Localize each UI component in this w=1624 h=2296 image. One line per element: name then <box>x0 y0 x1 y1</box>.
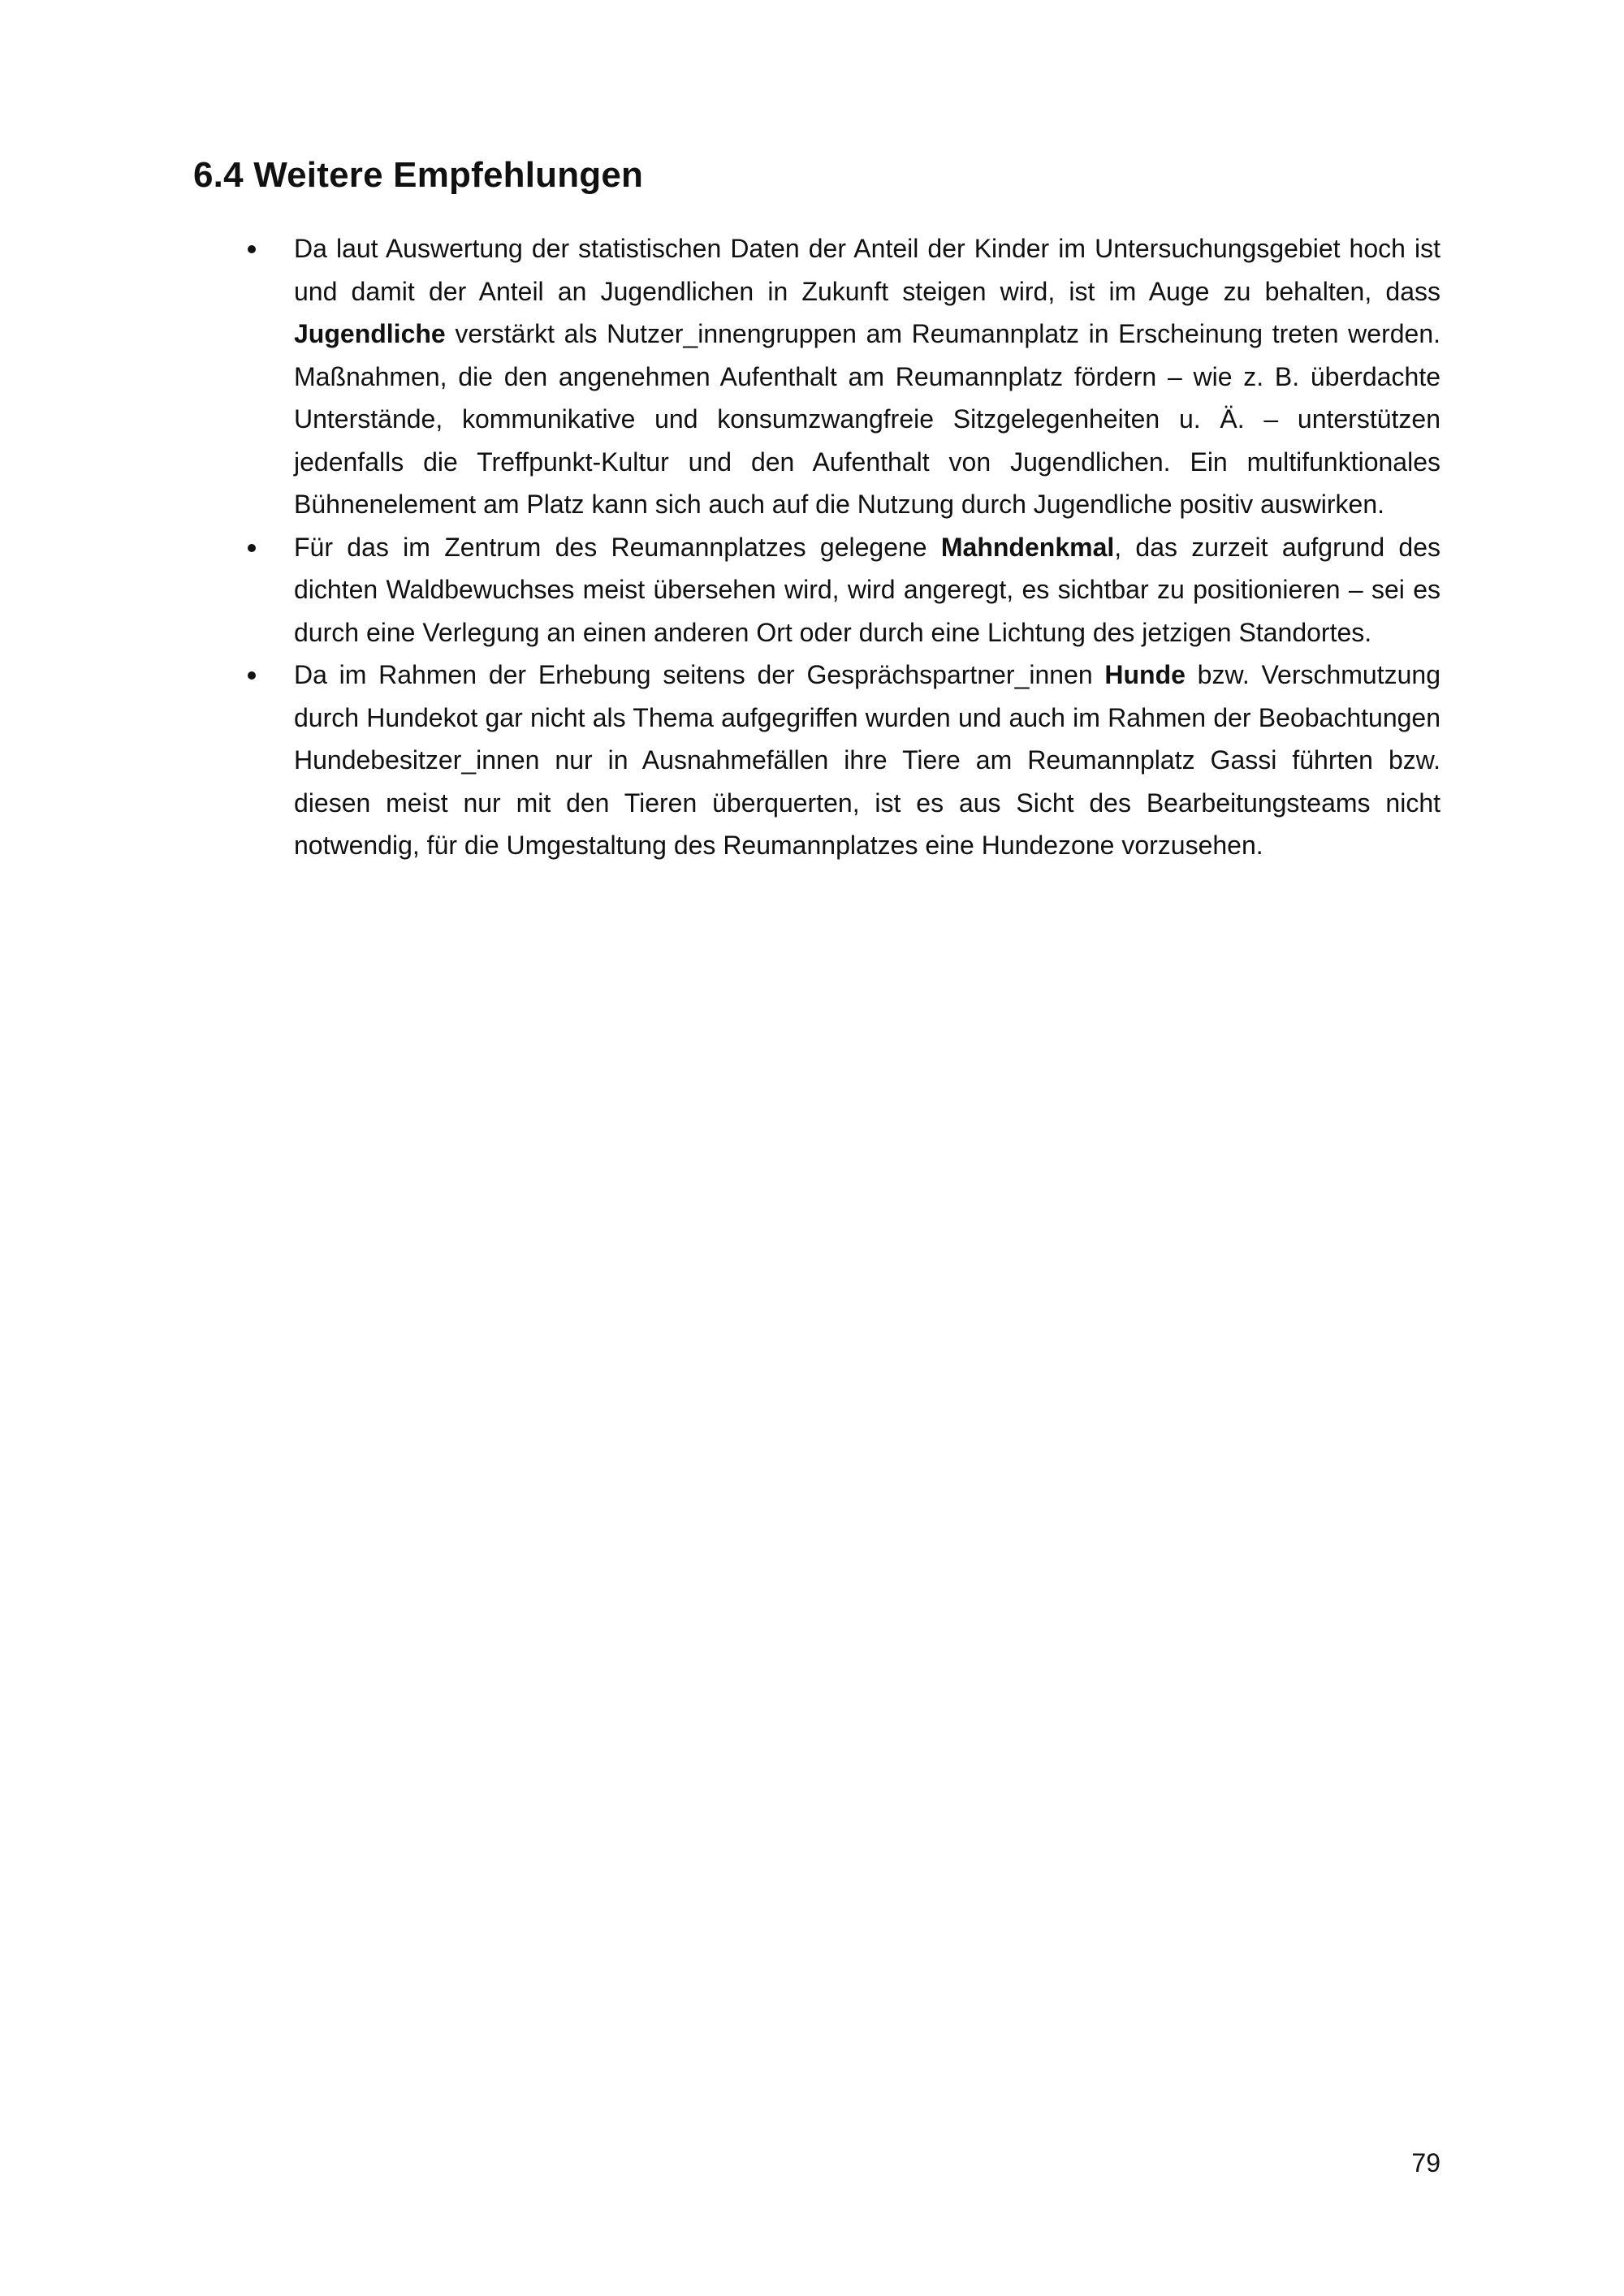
bullet-item-youth <box>234 227 1440 526</box>
bullet-keyword: Hunde <box>1104 660 1186 689</box>
bullet-item-dogs <box>234 654 1440 867</box>
page-number: 79 <box>1411 2148 1440 2177</box>
bullet-item-memorial <box>234 526 1440 654</box>
bullet-text <box>294 234 1440 519</box>
bullet-text-part: Da laut Auswertung der statistischen Daten der Anteil der Kinder im Untersuchungsgebiet hoch ist und damit der Anteil an Jugendlichen in Zukunft steigen wird, ist im Auge zu behalten, dass <box>294 234 1440 306</box>
section-heading: 6.4 Weitere Empfehlungen <box>193 155 644 195</box>
bullet-text-part: , das zurzeit aufgrund des dichten Waldbewuchses meist übersehen wird, wird angeregt, es sichtbar zu positionieren – sei es durch eine Verlegung an einen anderen Ort oder durch eine Lichtung des jetzigen Standortes. <box>294 532 1441 647</box>
bullet-text-part: Für das im Zentrum des Reumannplatzes gelegene <box>294 532 941 562</box>
bullet-text-part: bzw. Verschmutzung durch Hundekot gar nicht als Thema aufgegriffen wurden und auch im Rahmen der Beobachtungen Hundebesitzer_innen nur in Ausnahmefällen ihre Tiere am Reumannplatz Gassi führten bzw. diesen meist nur mit den Tieren überquerten, ist es aus Sicht des Bearbeitungsteams nicht notwendig, für die Umgestaltung des Reumannplatzes eine Hundezone vorzusehen. <box>294 660 1440 860</box>
bullet-icon <box>248 245 256 253</box>
bullet-text <box>294 660 1440 860</box>
bullet-icon <box>248 671 256 680</box>
bullet-text-part: verstärkt als Nutzer_innengruppen am Reumannplatz in Erscheinung treten werden. Maßnahmen, die den angenehmen Aufenthalt am Reumannplatz fördern – wie z. B. überdachte Unterstände, kommunikative und konsumzwangfreie Sitzgelegenheiten u. Ä. – unterstützen jedenfalls die Treffpunkt-Kultur und den Aufenthalt von Jugendlichen. Ein multifunktionales Bühnenelement am Platz kann sich auch auf die Nutzung durch Jugendliche positiv auswirken. <box>294 319 1440 519</box>
bullet-text-part: Da im Rahmen der Erhebung seitens der Gesprächspartner_innen <box>294 660 1105 689</box>
bullet-keyword: Mahndenkmal <box>940 532 1115 562</box>
recommendation-list <box>234 227 1440 867</box>
bullet-keyword: Jugendliche <box>294 319 446 348</box>
bullet-text <box>294 533 1440 647</box>
bullet-icon <box>248 544 256 552</box>
